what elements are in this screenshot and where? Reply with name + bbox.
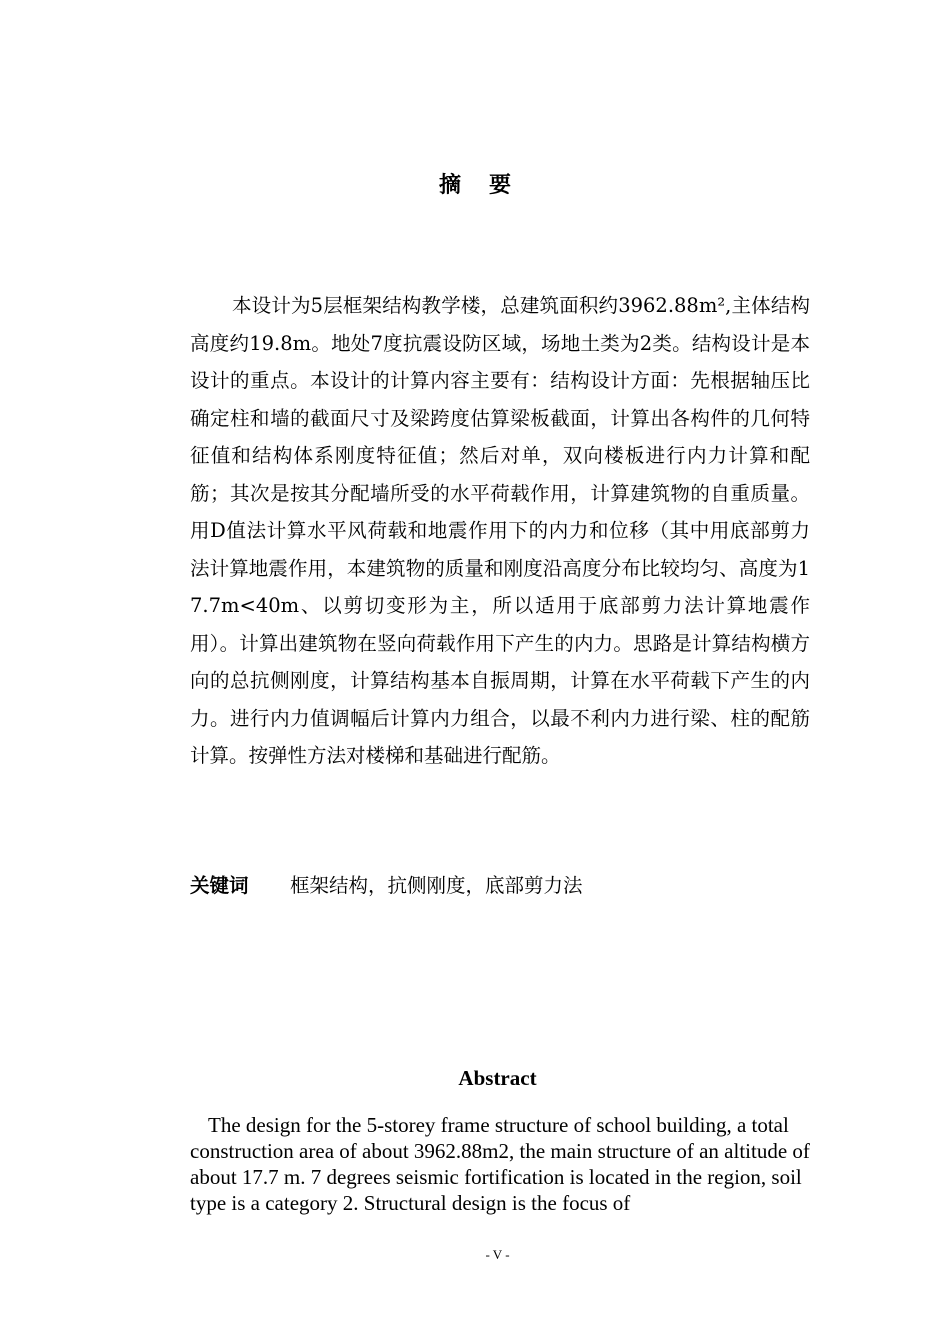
keywords-label: 关键词 [190,874,249,897]
chinese-keywords-line [190,868,810,905]
english-abstract-title: Abstract [458,1066,537,1090]
chinese-abstract-body: 本设计为5层框架结构教学楼，总建筑面积约3962.88m²,主体结构高度约19.8m。地处7度抗震设防区域，场地土类为2类。结构设计是本设计的重点。本设计的计算内容主要有：结构设计方面：先根据轴压比确定柱和墙的截面尺寸及梁跨度估算梁板截面，计算出各构件的几何特征值和结构体系刚度特征值；然后对单，双向楼板进行内力计算和配筋；其次是按其分配墙所受的水平荷载作用，计算建筑物的自重质量。用D值法计算水平风荷载和地震作用下的内力和位移（其中用底部剪力法计算地震作用，本建筑物的质量和刚度沿高度分布比较均匀、高度为17.7m<40m、以剪切变形为主，所以适用于底部剪力法计算地震作用）。计算出建筑物在竖向荷载作用下产生的内力。思路是计算结构横方向的总抗侧刚度，计算结构基本自振周期，计算在水平荷载下产生的内力。进行内力值调幅后计算内力组合，以最不利内力进行梁、柱的配筋计算。按弹性方法对楼梯和基础进行配筋。 [190,294,810,767]
chinese-abstract-title: 摘要 [438,173,539,198]
keywords-text: 框架结构，抗侧刚度，底部剪力法 [290,874,583,897]
english-abstract-body: The design for the 5-storey frame structure of school building, a total construction area of about 3962.88m2, the main structure of an altitude of about 17.7 m. 7 degrees seismic fortification is located in the region, soil type is a category 2. Structural design is the focus of [190,1113,810,1215]
page-number: - V - [485,1247,510,1262]
